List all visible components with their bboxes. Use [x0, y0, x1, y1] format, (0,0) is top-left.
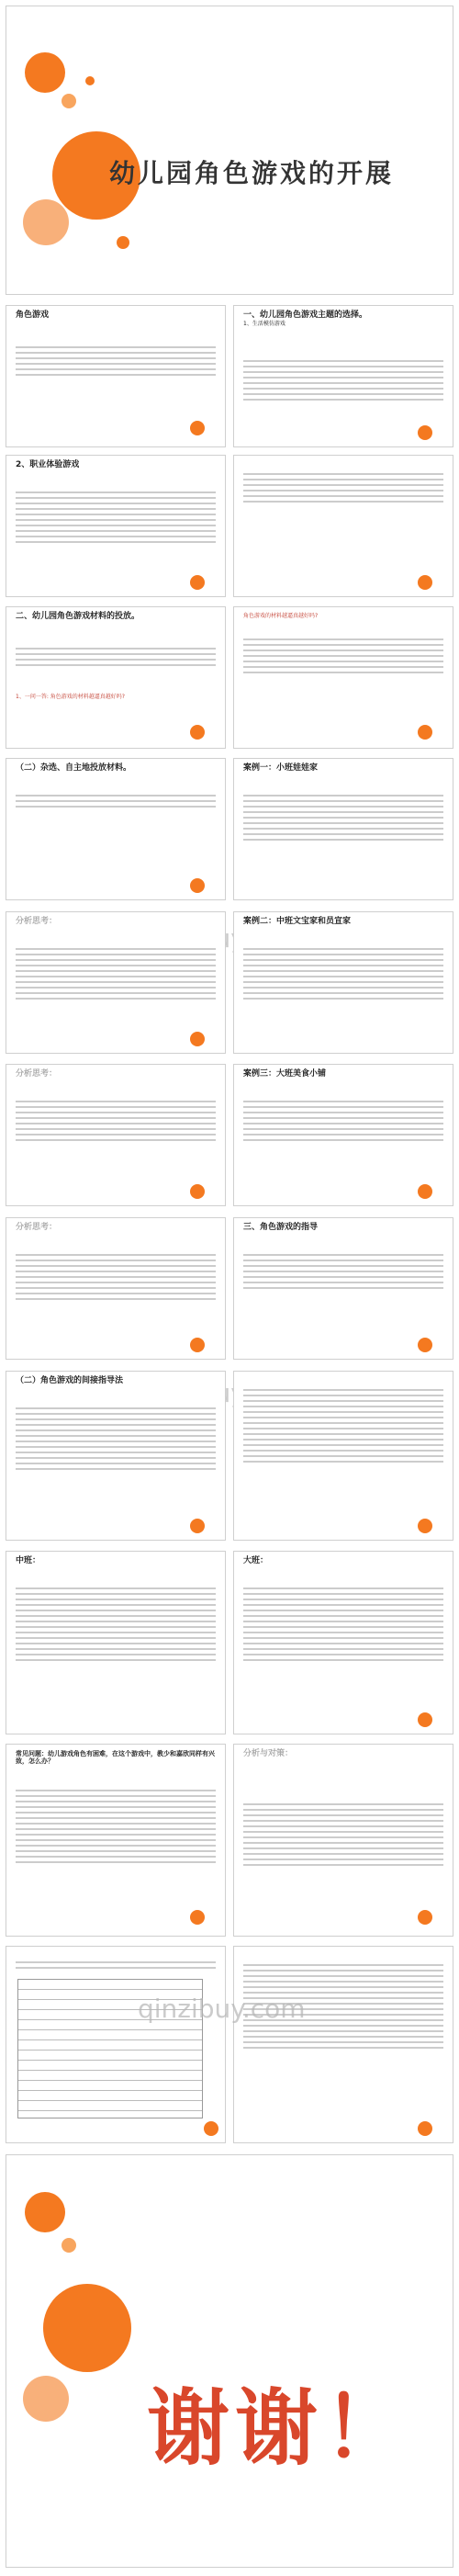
decor-circle [418, 1519, 432, 1533]
decor-circle [190, 1338, 205, 1352]
decor-circle [190, 878, 205, 893]
slide-text [233, 1946, 453, 2143]
slide-heading: 案例三：大班美食小铺 [243, 1069, 327, 1079]
slide-heading: （二）角色游戏的间接指导法 [16, 1376, 124, 1385]
decor-circle [418, 1338, 432, 1352]
slide-heading: 常见问题：幼儿游戏角色有困难，在这个游戏中，教少和嘉欣同样有兴致，怎么办？ [16, 1750, 215, 1765]
slide-case-one [233, 758, 453, 900]
slide-heading: 二、幼儿园角色游戏材料的投放。 [16, 612, 140, 621]
slide-heading: 分析思考： [16, 1069, 58, 1079]
slide-heading: 三、角色游戏的指导 [243, 1223, 319, 1232]
slide-heading: （二）杂选、自主地投放材料。 [16, 763, 132, 773]
decor-circle [62, 2238, 76, 2253]
slide-senior-class [233, 1551, 453, 1734]
slide-heading: 分析思考： [16, 1223, 58, 1232]
decor-circle [23, 2376, 69, 2422]
decor-circle [85, 76, 95, 85]
slide-analysis [6, 1064, 226, 1206]
slide-case-two [233, 911, 453, 1054]
decor-circle [190, 1184, 205, 1199]
slide-text [233, 1371, 453, 1541]
slide-subheading: 1、生活模仿游戏 [243, 321, 285, 327]
slide-autonomous-materials [6, 758, 226, 900]
decor-circle [190, 421, 205, 435]
decor-circle [418, 1184, 432, 1199]
decor-circle [25, 2192, 65, 2232]
decor-circle [418, 2121, 432, 2136]
slide-heading: 案例二：中班文宝家和员宣家 [243, 917, 352, 926]
decor-circle [190, 725, 205, 740]
slide-heading: 分析思考： [16, 917, 58, 926]
decor-circle [25, 52, 65, 93]
slide-indirect-guidance [6, 1371, 226, 1541]
slide-case-three [233, 1064, 453, 1206]
decor-circle [117, 236, 129, 249]
slide-heading: 一、幼儿园角色游戏主题的选择。 [243, 311, 368, 320]
slide-middle-class [6, 1551, 226, 1734]
decor-circle [418, 1910, 432, 1925]
slide-heading: 分析与对策： [243, 1749, 294, 1758]
page-title: 幼儿园角色游戏的开展 [109, 158, 395, 188]
watermark: qinzibuy.com [138, 1994, 306, 2024]
slide-table [6, 1946, 226, 2143]
decor-circle [23, 199, 69, 245]
slide-heading: 案例一：小班娃娃家 [243, 763, 319, 773]
decor-circle [190, 1910, 205, 1925]
slide-heading: 中班： [16, 1556, 41, 1565]
slide-theme-selection [233, 305, 453, 447]
decor-circle [418, 425, 432, 440]
slide-heading: 2、职业体验游戏 [16, 460, 80, 469]
slide-guidance [233, 1217, 453, 1360]
decor-circle [43, 2284, 131, 2372]
slide-text [233, 455, 453, 597]
decor-circle [204, 2121, 218, 2136]
slide-materials-realistic [233, 606, 453, 749]
slide-materials [6, 606, 226, 749]
decor-circle [190, 575, 205, 590]
slide-heading: 角色游戏的材料越逼真越好吗? [243, 613, 319, 619]
slide-countermeasures [233, 1744, 453, 1937]
slide-heading: 角色游戏 [16, 311, 50, 320]
slide-analysis [6, 1217, 226, 1360]
slide-question: 1、一问一答: 角色游戏的材料越逼真越好吗? [16, 694, 125, 700]
decor-circle [190, 1032, 205, 1046]
decor-circle [190, 1519, 205, 1533]
decor-circle [418, 725, 432, 740]
slide-analysis [6, 911, 226, 1054]
decor-circle [418, 1712, 432, 1727]
slide-career-play [6, 455, 226, 597]
title-slide [6, 6, 453, 295]
thanks-text: 谢谢！ [147, 2379, 411, 2477]
slide-role-play [6, 305, 226, 447]
decor-circle [418, 575, 432, 590]
decor-circle [62, 94, 76, 108]
slide-common-problem [6, 1744, 226, 1937]
slide-heading: 大班： [243, 1556, 269, 1565]
